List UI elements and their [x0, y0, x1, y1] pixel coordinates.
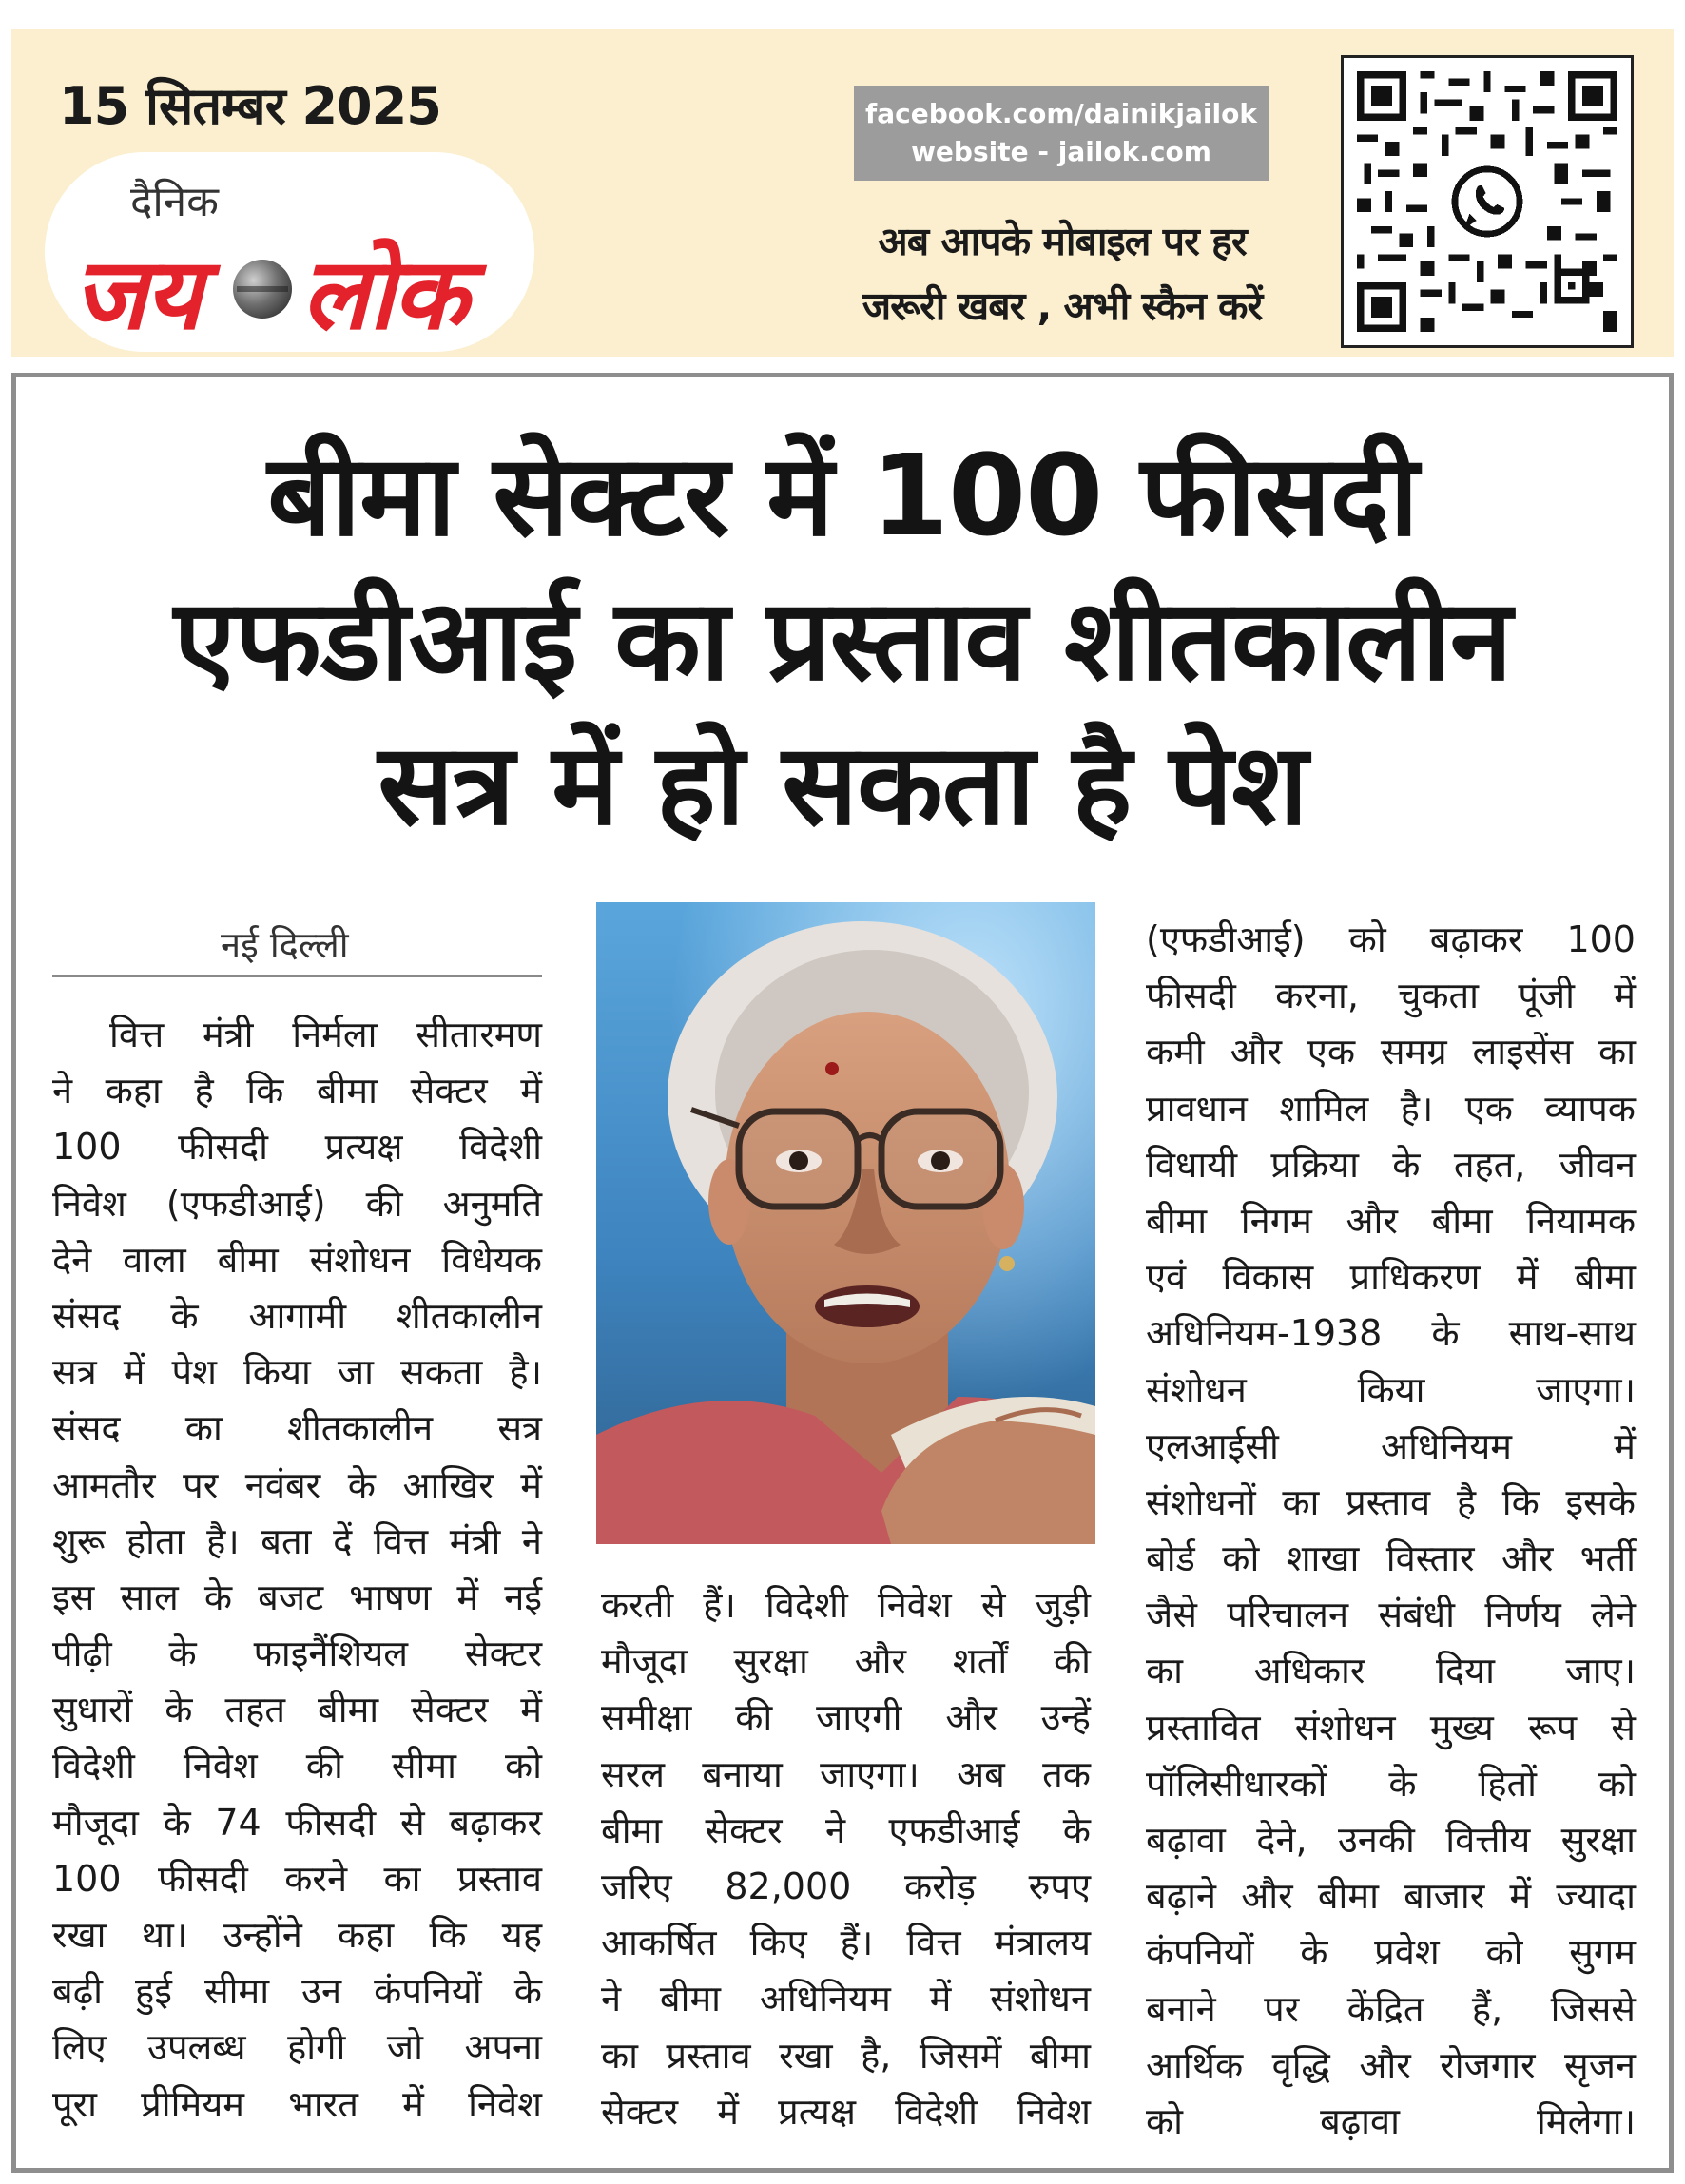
website-link[interactable]: website - jailok.com	[911, 136, 1211, 167]
text-line: एलआईसी अधिनियम में	[1146, 1424, 1636, 1467]
text-line: रखा था। उन्होंने कहा कि यह	[52, 1914, 542, 1956]
logo-word-jai: जय	[73, 236, 201, 352]
issue-date: 15 सितम्बर 2025	[59, 76, 441, 136]
text-line: सरल बनाया जाएगा। अब तक	[601, 1752, 1091, 1795]
headline-line: एफडीआई का प्रस्ताव शीतकालीन	[173, 574, 1512, 705]
dateline-divider	[52, 975, 542, 977]
text-line: 100 फीसदी प्रत्यक्ष विदेशी	[52, 1126, 542, 1169]
text-line: कमी और एक समग्र लाइसेंस का	[1146, 1031, 1636, 1073]
text-line: संसद के आगामी शीतकालीन	[52, 1294, 542, 1337]
text-line: बीमा निगम और बीमा नियामक	[1146, 1199, 1636, 1242]
headline-line: बीमा सेक्टर में 100 फीसदी	[267, 430, 1418, 561]
text-line: निवेश (एफडीआई) की अनुमति	[52, 1182, 542, 1225]
text-line: संसद का शीतकालीन सत्र	[52, 1407, 542, 1450]
article-column-1	[52, 1007, 542, 2133]
text-line: शुरू होता है। बता दें वित्त मंत्री ने	[52, 1519, 542, 1562]
text-line: बढ़ावा देने, उनकी वित्तीय सुरक्षा	[1146, 1819, 1636, 1861]
text-line: 100 फीसदी करने का प्रस्ताव	[52, 1857, 542, 1900]
text-line: मौजूदा के 74 फीसदी से बढ़ाकर	[52, 1801, 542, 1844]
text-line: ने कहा है कि बीमा सेक्टर में	[52, 1070, 542, 1112]
text-line: का प्रस्ताव रखा है, जिसमें बीमा	[601, 2034, 1091, 2077]
tagline-line-2: जरूरी खबर , अभी स्कैन करें	[862, 283, 1263, 329]
text-line: करती हैं। विदेशी निवेश से जुड़ी	[601, 1584, 1091, 1626]
text-line: पूरा प्रीमियम भारत में निवेश	[52, 2082, 542, 2125]
social-links-box	[854, 86, 1269, 181]
scan-tagline	[829, 209, 1295, 338]
headline-line: सत्र में हो सकता है पेश	[378, 719, 1307, 850]
text-line: आकर्षित किए हैं। वित्त मंत्रालय	[601, 1922, 1091, 1964]
article-column-2	[601, 1577, 1091, 2140]
globe-icon	[233, 260, 292, 319]
text-line: वित्त मंत्री निर्मला सीतारमण	[109, 1014, 542, 1055]
text-line: बोर्ड को शाखा विस्तार और भर्ती	[1146, 1537, 1636, 1580]
qr-code-icon[interactable]	[1341, 55, 1634, 348]
text-line: बनाने पर केंद्रित हैं, जिससे	[1146, 1987, 1636, 2030]
text-line: फीसदी करना, चुकता पूंजी में	[1146, 975, 1636, 1017]
logo-title	[73, 223, 467, 358]
text-line: ने बीमा अधिनियम में संशोधन	[601, 1978, 1091, 2020]
text-line: पीढ़ी के फाइनैंशियल सेक्टर	[52, 1633, 542, 1675]
text-line: संशोधन किया जाएगा।	[1146, 1368, 1636, 1411]
text-line: का अधिकार दिया जाए।	[1146, 1650, 1636, 1692]
text-line: प्रस्तावित संशोधन मुख्य रूप से	[1146, 1706, 1636, 1749]
text-line: बढ़ाने और बीमा बाजार में ज्यादा	[1146, 1875, 1636, 1918]
portrait-illustration	[596, 902, 1095, 1544]
text-line: एवं विकास प्राधिकरण में बीमा	[1146, 1256, 1636, 1299]
text-line: सेक्टर में प्रत्यक्ष विदेशी निवेश	[601, 2090, 1091, 2133]
text-line: आर्थिक वृद्धि और रोजगार सृजन	[1146, 2043, 1636, 2086]
text-line: सुधारों के तहत बीमा सेक्टर में	[52, 1689, 542, 1731]
article-headline	[16, 423, 1669, 857]
text-line: कंपनियों के प्रवेश को सुगम	[1146, 1931, 1636, 1974]
tagline-line-1: अब आपके मोबाइल पर हर	[878, 219, 1247, 264]
qr-code-graphic	[1357, 71, 1617, 332]
portrait-photo	[596, 902, 1095, 1544]
article-column-3	[1146, 912, 1636, 2150]
text-line: जैसे परिचालन संबंधी निर्णय लेने	[1146, 1594, 1636, 1636]
masthead	[11, 29, 1674, 357]
text-line: विधायी प्रक्रिया के तहत, जीवन	[1146, 1143, 1636, 1186]
text-line: विदेशी निवेश की सीमा को	[52, 1745, 542, 1788]
logo-word-lok: लोक	[301, 236, 467, 352]
text-line: (एफडीआई) को बढ़ाकर 100	[1146, 918, 1636, 960]
text-line: देने वाला बीमा संशोधन विधेयक	[52, 1238, 542, 1281]
text-line: पॉलिसीधारकों के हितों को	[1146, 1762, 1636, 1805]
logo-small-text: दैनिक	[130, 178, 219, 226]
text-line: समीक्षा की जाएगी और उन्हें	[601, 1696, 1091, 1739]
text-line: संशोधनों का प्रस्ताव है कि इसके	[1146, 1480, 1636, 1523]
dateline: नई दिल्ली	[221, 924, 349, 966]
text-line: मौजूदा सुरक्षा और शर्तों की	[601, 1640, 1091, 1683]
text-line: को बढ़ावा मिलेगा।	[1146, 2099, 1636, 2142]
text-line: सत्र में पेश किया जा सकता है।	[52, 1351, 542, 1394]
facebook-link[interactable]: facebook.com/dainikjailok	[865, 98, 1257, 129]
text-line: आमतौर पर नवंबर के आखिर में	[52, 1463, 542, 1506]
newspaper-logo[interactable]	[45, 152, 534, 352]
text-line: जरिए 82,000 करोड़ रुपए	[601, 1865, 1091, 1907]
text-line: प्रावधान शामिल है। एक व्यापक	[1146, 1087, 1636, 1130]
text-line: बीमा सेक्टर ने एफडीआई के	[601, 1808, 1091, 1851]
text-line: अधिनियम-1938 के साथ-साथ	[1146, 1312, 1636, 1355]
news-article	[11, 373, 1674, 2173]
text-line: बढ़ी हुई सीमा उन कंपनियों के	[52, 1970, 542, 2013]
text-line: इस साल के बजट भाषण में नई	[52, 1575, 542, 1618]
text-line: लिए उपलब्ध होगी जो अपना	[52, 2026, 542, 2069]
